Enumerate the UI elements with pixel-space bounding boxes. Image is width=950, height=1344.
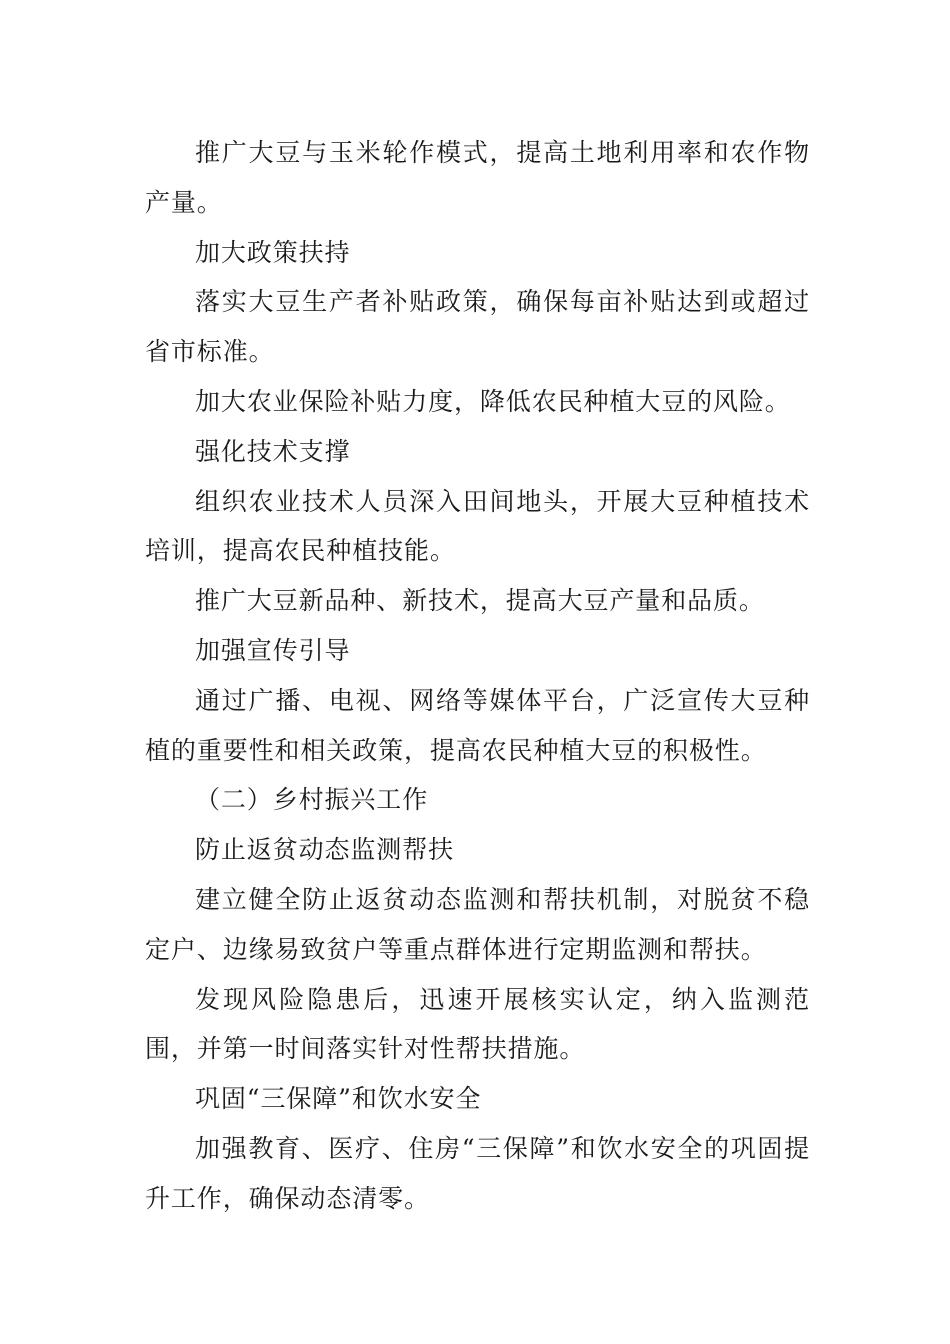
section-heading: 加大政策扶持 — [195, 237, 351, 267]
section-heading: 加强宣传引导 — [195, 635, 351, 665]
paragraph: 通过广播、电视、网络等媒体平台，广泛宣传大豆种植的重要性和相关政策，提高农民种植大豆的积极性。 — [145, 685, 810, 765]
paragraph: 加强教育、医疗、住房“三保障”和饮水安全的巩固提升工作，确保动态清零。 — [145, 1133, 810, 1213]
section-heading: 强化技术支撑 — [195, 436, 351, 466]
paragraph: 落实大豆生产者补贴政策，确保每亩补贴达到或超过省市标准。 — [145, 287, 810, 367]
paragraph: 发现风险隐患后，迅速开展核实认定，纳入监测范围，并第一时间落实针对性帮扶措施。 — [145, 984, 810, 1064]
section-heading: 防止返贫动态监测帮扶 — [195, 835, 455, 865]
chapter-heading: （二）乡村振兴工作 — [195, 785, 429, 815]
paragraph: 建立健全防止返贫动态监测和帮扶机制，对脱贫不稳定户、边缘易致贫户等重点群体进行定期监测和帮扶。 — [145, 884, 810, 964]
paragraph: 推广大豆新品种、新技术，提高大豆产量和品质。 — [195, 586, 765, 616]
section-heading: 巩固“三保障”和饮水安全 — [195, 1084, 482, 1114]
paragraph: 组织农业技术人员深入田间地头，开展大豆种植技术培训，提高农民种植技能。 — [145, 486, 810, 566]
paragraph: 推广大豆与玉米轮作模式，提高土地利用率和农作物产量。 — [145, 138, 810, 217]
document-page — [145, 128, 810, 1224]
paragraph: 加大农业保险补贴力度，降低农民种植大豆的风险。 — [195, 386, 791, 416]
